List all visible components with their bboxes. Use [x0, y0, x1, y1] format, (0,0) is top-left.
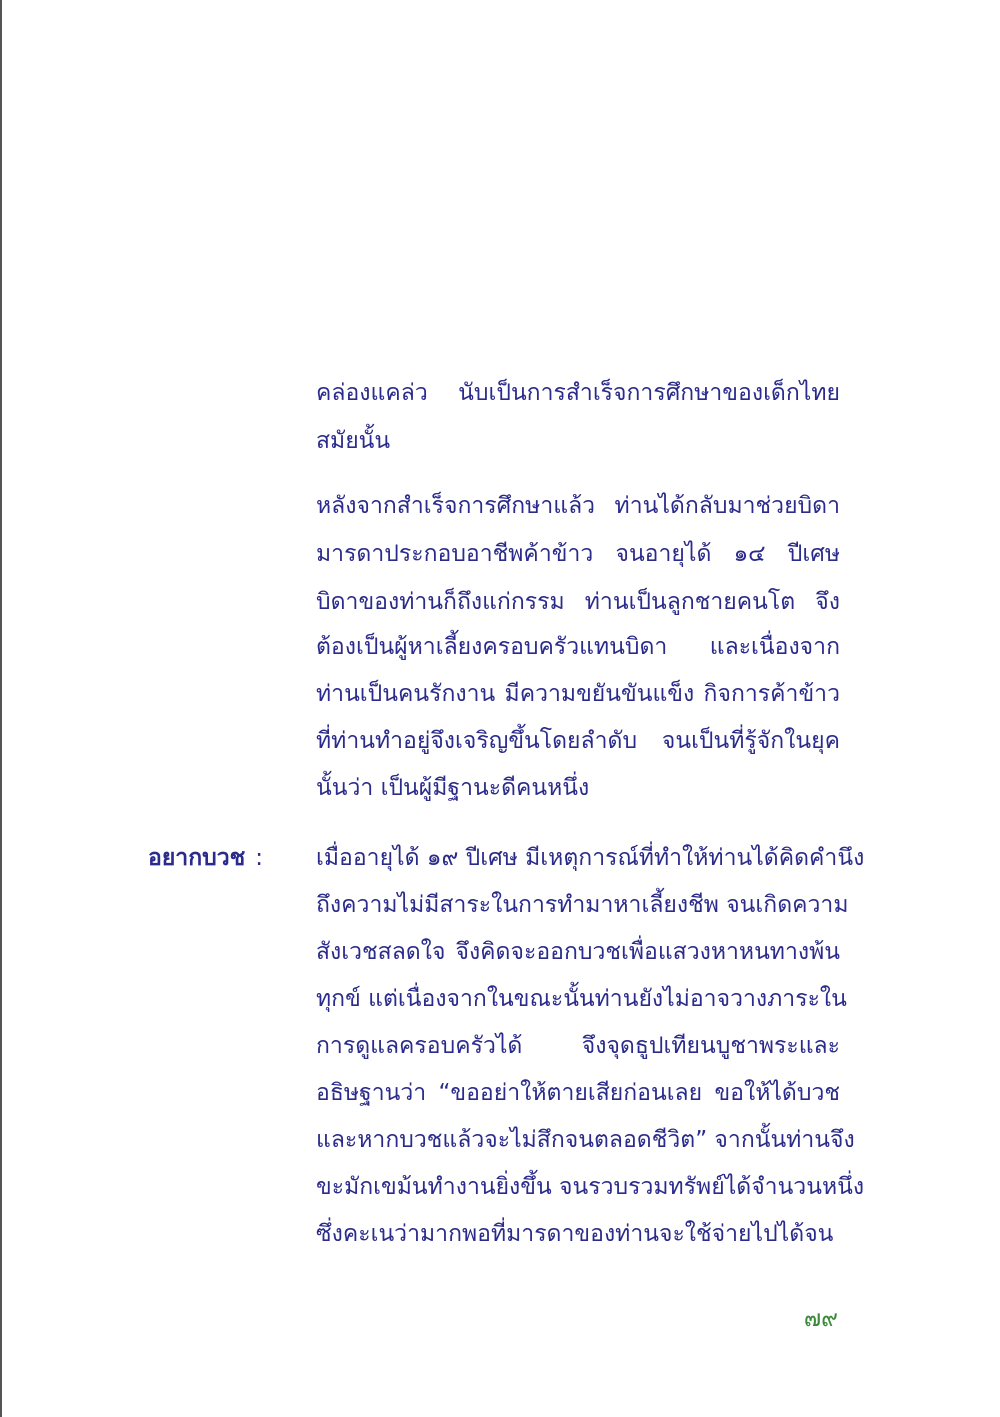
paragraph-3-line-2: ถึงความไม่มีสาระในการทำมาหาเลี้ยงชีพ จนเกิดความ	[316, 892, 849, 918]
paragraph-2-line-3: บิดาของท่านก็ถึงแก่กรรม ท่านเป็นลูกชายคนโต จึง	[316, 589, 840, 615]
page-edge-rule	[0, 0, 2, 1417]
paragraph-2-line-1: หลังจากสำเร็จการศึกษาแล้ว ท่านได้กลับมาช่วยบิดา	[316, 493, 840, 519]
section-heading-term: อยากบวช	[148, 845, 246, 871]
paragraph-2-line-5: ท่านเป็นคนรักงาน มีความขยันขันแข็ง กิจการค้าข้าว	[316, 681, 840, 707]
paragraph-2-line-4: ต้องเป็นผู้หาเลี้ยงครอบครัวแทนบิดา และเนื่องจาก	[316, 634, 840, 660]
section-heading-colon: :	[255, 845, 264, 871]
paragraph-3-line-8: ขะมักเขม้นทำงานยิ่งขึ้น จนรวบรวมทรัพย์ได้จำนวนหนึ่ง	[316, 1174, 865, 1200]
paragraph-3-line-7: และหากบวชแล้วจะไม่สึกจนตลอดชีวิต” จากนั้นท่านจึง	[316, 1127, 855, 1153]
paragraph-3-line-1: เมื่ออายุได้ ๑๙ ปีเศษ มีเหตุการณ์ที่ทำให้ท่านได้คิดคำนึง	[316, 845, 865, 871]
section-heading	[148, 842, 263, 874]
paragraph-3-line-3: สังเวชสลดใจ จึงคิดจะออกบวชเพื่อแสวงหาหนทางพ้น	[316, 939, 840, 965]
paragraph-1-line-1: คล่องแคล่ว นับเป็นการสำเร็จการศึกษาของเด็กไทย	[316, 380, 840, 406]
paragraph-1-line-2: สมัยนั้น	[316, 428, 391, 454]
paragraph-3-line-6: อธิษฐานว่า “ขออย่าให้ตายเสียก่อนเลย ขอให้ได้บวช	[316, 1080, 840, 1106]
paragraph-3-line-5: การดูแลครอบครัวได้ จึงจุดธูปเทียนบูชาพระและ	[316, 1033, 840, 1059]
paragraph-2-line-7: นั้นว่า เป็นผู้มีฐานะดีคนหนึ่ง	[316, 775, 590, 801]
paragraph-2-line-6: ที่ท่านทำอยู่จึงเจริญขึ้นโดยลำดับ จนเป็นที่รู้จักในยุค	[316, 728, 840, 754]
paragraph-3-line-9: ซึ่งคะเนว่ามากพอที่มารดาของท่านจะใช้จ่ายไปได้จน	[316, 1221, 834, 1247]
page-number: ๗๙	[803, 1306, 838, 1332]
paragraph-2-line-2: มารดาประกอบอาชีพค้าข้าว จนอายุได้ ๑๔ ปีเศษ	[316, 541, 840, 567]
paragraph-3-line-4: ทุกข์ แต่เนื่องจากในขณะนั้นท่านยังไม่อาจวางภาระใน	[316, 986, 847, 1012]
